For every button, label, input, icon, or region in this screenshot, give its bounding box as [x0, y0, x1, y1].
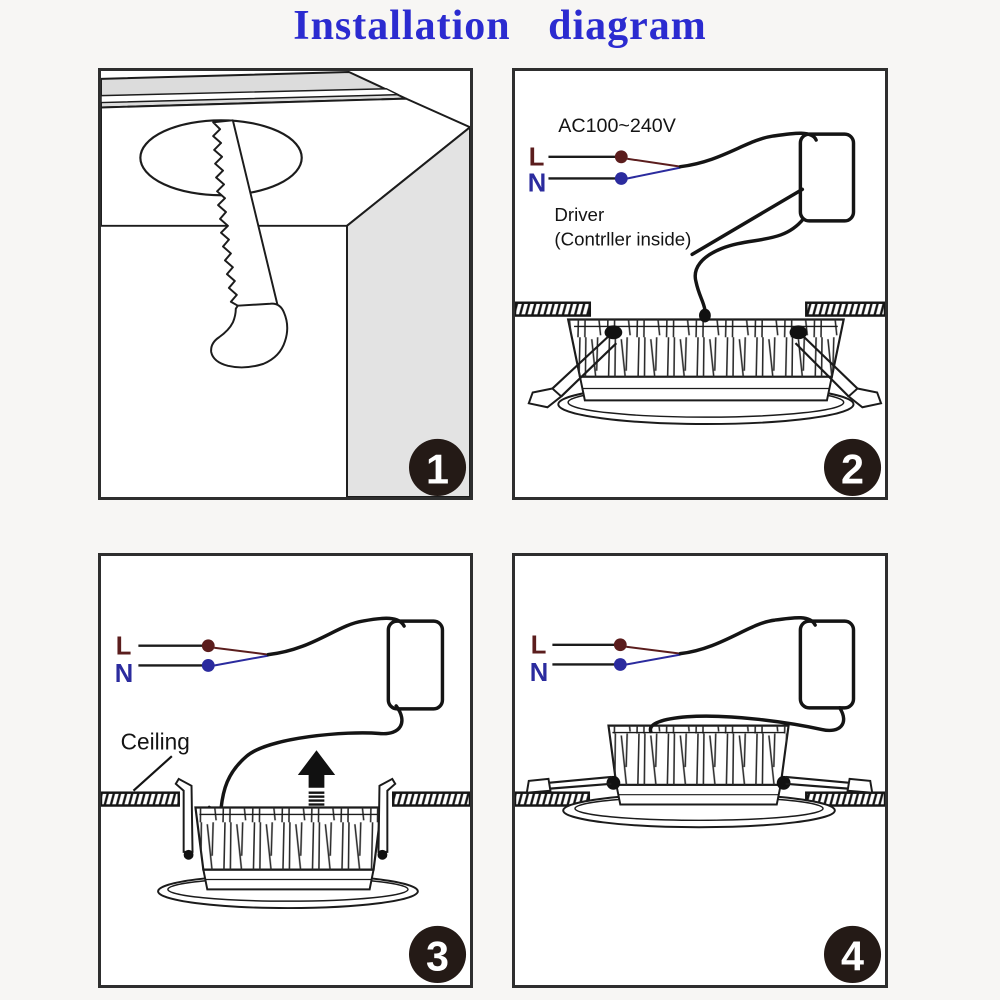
badge-2 [824, 439, 881, 496]
up-arrow-icon [298, 750, 335, 804]
panel-cut-hole [98, 68, 473, 500]
wire-connector [699, 309, 711, 323]
spring-clip-right [777, 776, 872, 793]
neutral-label: N [527, 169, 547, 198]
panel-push-up [98, 553, 473, 988]
ceiling-corner-drawing [101, 72, 470, 497]
driver-label: Driver [554, 203, 605, 225]
driver-wire [680, 133, 816, 309]
driver-box [800, 134, 853, 221]
saw-handle [211, 304, 287, 368]
neutral-terminal-dot [202, 659, 215, 672]
downlight-fixture [158, 779, 418, 908]
supply-wires [138, 639, 268, 672]
live-terminal-dot [614, 638, 627, 651]
spring-clip-right [378, 779, 396, 860]
neutral-label: N [529, 659, 549, 688]
ceiling-leader-line [133, 756, 171, 791]
ceiling-hatch-right [393, 793, 470, 806]
live-terminal-dot [202, 639, 215, 652]
supply-wires [548, 150, 680, 185]
ceiling-hatch-right [806, 303, 885, 316]
driver-box [388, 621, 442, 709]
page-title: Installation diagram [293, 3, 707, 49]
live-label: L [528, 143, 545, 172]
badge-3-number: 3 [426, 933, 450, 980]
spring-clip-left [527, 776, 620, 793]
driver-sub-label: (Contrller inside) [554, 228, 692, 250]
ac-voltage-label: AC100~240V [558, 115, 676, 138]
neutral-terminal-dot [614, 658, 627, 671]
driver-wire [209, 618, 404, 813]
driver-box [800, 621, 853, 708]
badge-4 [824, 926, 881, 983]
badge-4-number: 4 [841, 933, 865, 980]
neutral-label: N [114, 660, 134, 689]
neutral-terminal-dot [615, 172, 628, 185]
live-terminal-dot [615, 150, 628, 163]
supply-wires [552, 638, 680, 671]
panel-wiring [512, 68, 888, 500]
badge-1-number: 1 [426, 446, 450, 493]
badge-1 [409, 439, 466, 496]
ceiling-hatch-left [515, 303, 590, 316]
panel-installed [512, 553, 888, 988]
downlight-fixture [529, 320, 881, 425]
downlight-fixture [527, 726, 872, 828]
spring-clip-left [176, 779, 194, 860]
live-label: L [530, 631, 547, 660]
badge-3 [409, 926, 466, 983]
badge-2-number: 2 [841, 446, 865, 493]
ceiling-label: Ceiling [120, 728, 190, 755]
live-label: L [115, 632, 132, 661]
ceiling-hatch-left [101, 793, 179, 806]
